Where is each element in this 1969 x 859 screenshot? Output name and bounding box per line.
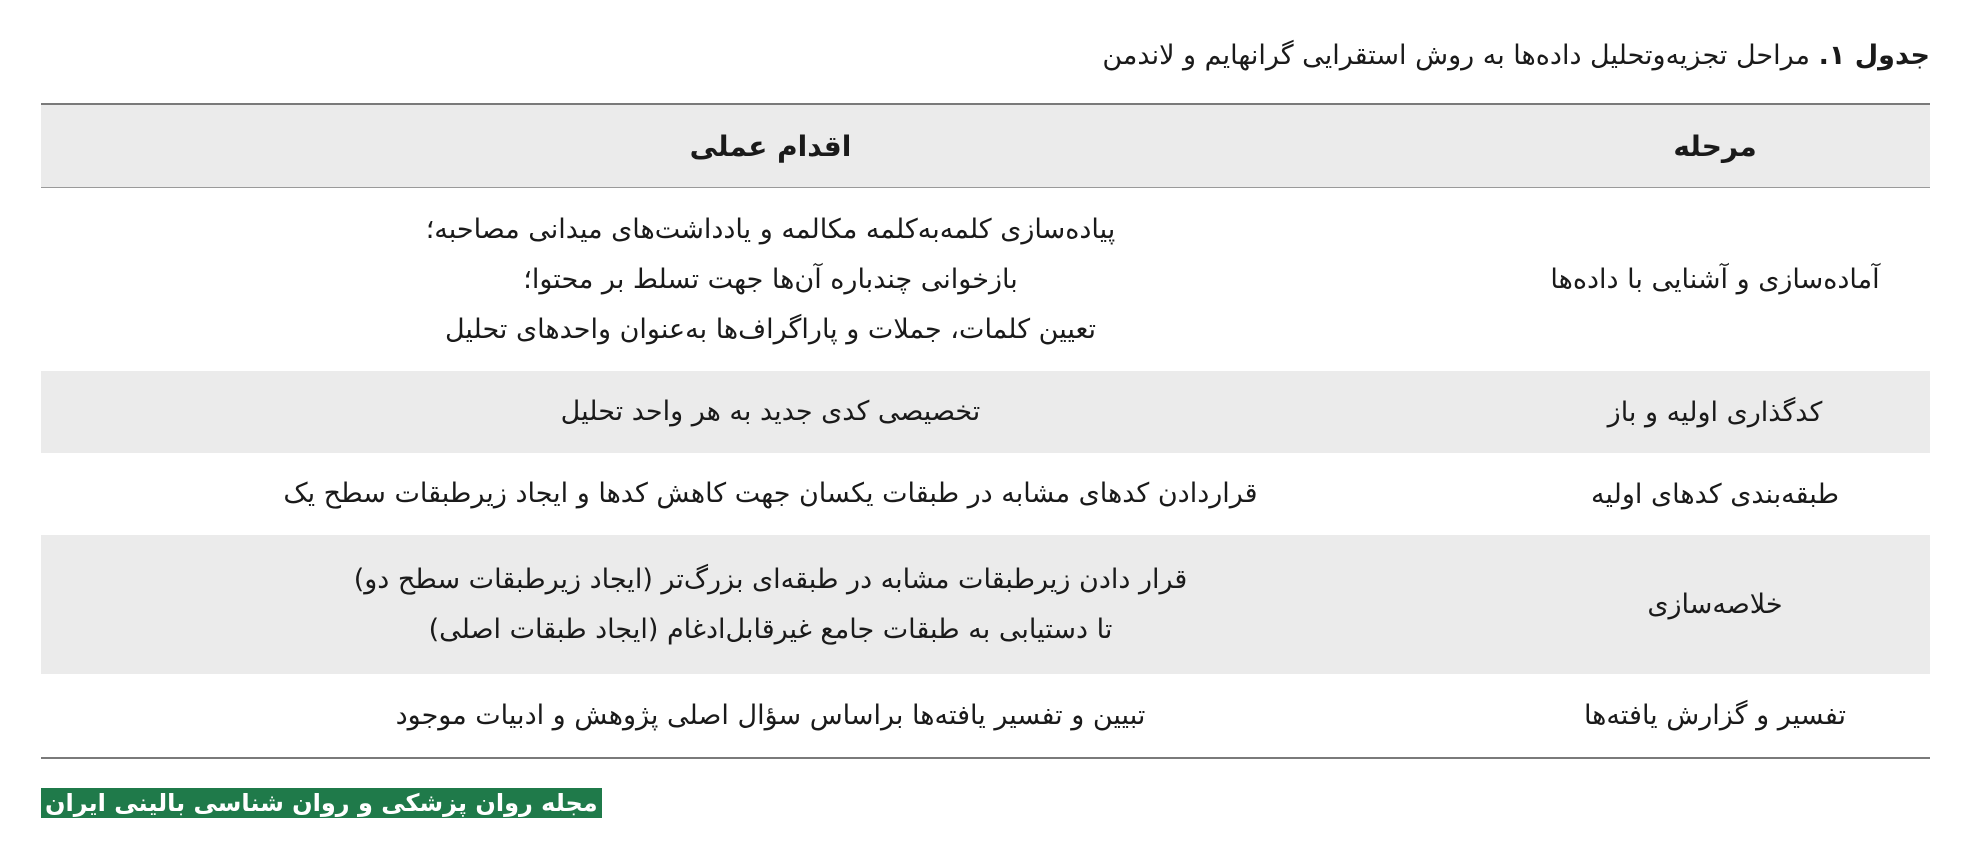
action-line: بازخوانی چندباره آن‌ها جهت تسلط بر محتوا؛ bbox=[523, 263, 1018, 295]
stage-cell: خلاصه‌سازی bbox=[1647, 589, 1783, 620]
action-line: تبیین و تفسیر یافته‌ها براساس سؤال اصلی پژوهش و ادبیات موجود bbox=[395, 699, 1146, 731]
header-stage: مرحله bbox=[1673, 129, 1757, 163]
action-cell bbox=[41, 555, 1500, 655]
action-line: تخصیصی کدی جدید به هر واحد تحلیل bbox=[560, 396, 981, 427]
table-caption bbox=[1102, 34, 1930, 78]
stage-cell: آماده‌سازی و آشنایی با داده‌ها bbox=[1550, 264, 1880, 295]
table-caption-text: مراحل تجزیه‌وتحلیل داده‌ها به روش استقرایی گرانهایم و لاندمن bbox=[1102, 40, 1810, 71]
header-action: اقدام عملی bbox=[689, 129, 852, 163]
table-row bbox=[41, 674, 1930, 757]
action-line: پیاده‌سازی کلمه‌به‌کلمه مکالمه و یادداشت‌های میدانی مصاحبه؛ bbox=[425, 213, 1116, 245]
table-header-row bbox=[41, 105, 1930, 188]
action-line: قرار دادن زیرطبقات مشابه در طبقه‌ای بزرگ‌تر (ایجاد زیرطبقات سطح دو) bbox=[353, 563, 1188, 595]
journal-logo: مجله روان پزشکی و روان شناسی بالینی ایران bbox=[41, 788, 602, 818]
table-row bbox=[41, 371, 1930, 453]
action-cell bbox=[41, 469, 1500, 519]
table-row bbox=[41, 188, 1930, 371]
action-cell bbox=[41, 691, 1500, 741]
action-cell bbox=[41, 205, 1500, 355]
action-line: تعیین کلمات، جملات و پاراگراف‌ها به‌عنوان واحدهای تحلیل bbox=[444, 313, 1097, 345]
action-cell bbox=[41, 387, 1500, 437]
table-row bbox=[41, 453, 1930, 535]
action-line: قراردادن کدهای مشابه در طبقات یکسان جهت کاهش کدها و ایجاد زیرطبقات سطح یک bbox=[283, 478, 1258, 509]
stage-cell: طبقه‌بندی کدهای اولیه bbox=[1591, 478, 1839, 510]
table-caption-label: جدول ۱. bbox=[1818, 40, 1930, 71]
stages-table bbox=[41, 103, 1930, 759]
stage-cell: تفسیر و گزارش یافته‌ها bbox=[1583, 700, 1847, 731]
action-line: تا دستیابی به طبقات جامع غیرقابل‌ادغام (ایجاد طبقات اصلی) bbox=[428, 613, 1113, 645]
table-row bbox=[41, 535, 1930, 674]
stage-cell: کدگذاری اولیه و باز bbox=[1607, 396, 1823, 428]
